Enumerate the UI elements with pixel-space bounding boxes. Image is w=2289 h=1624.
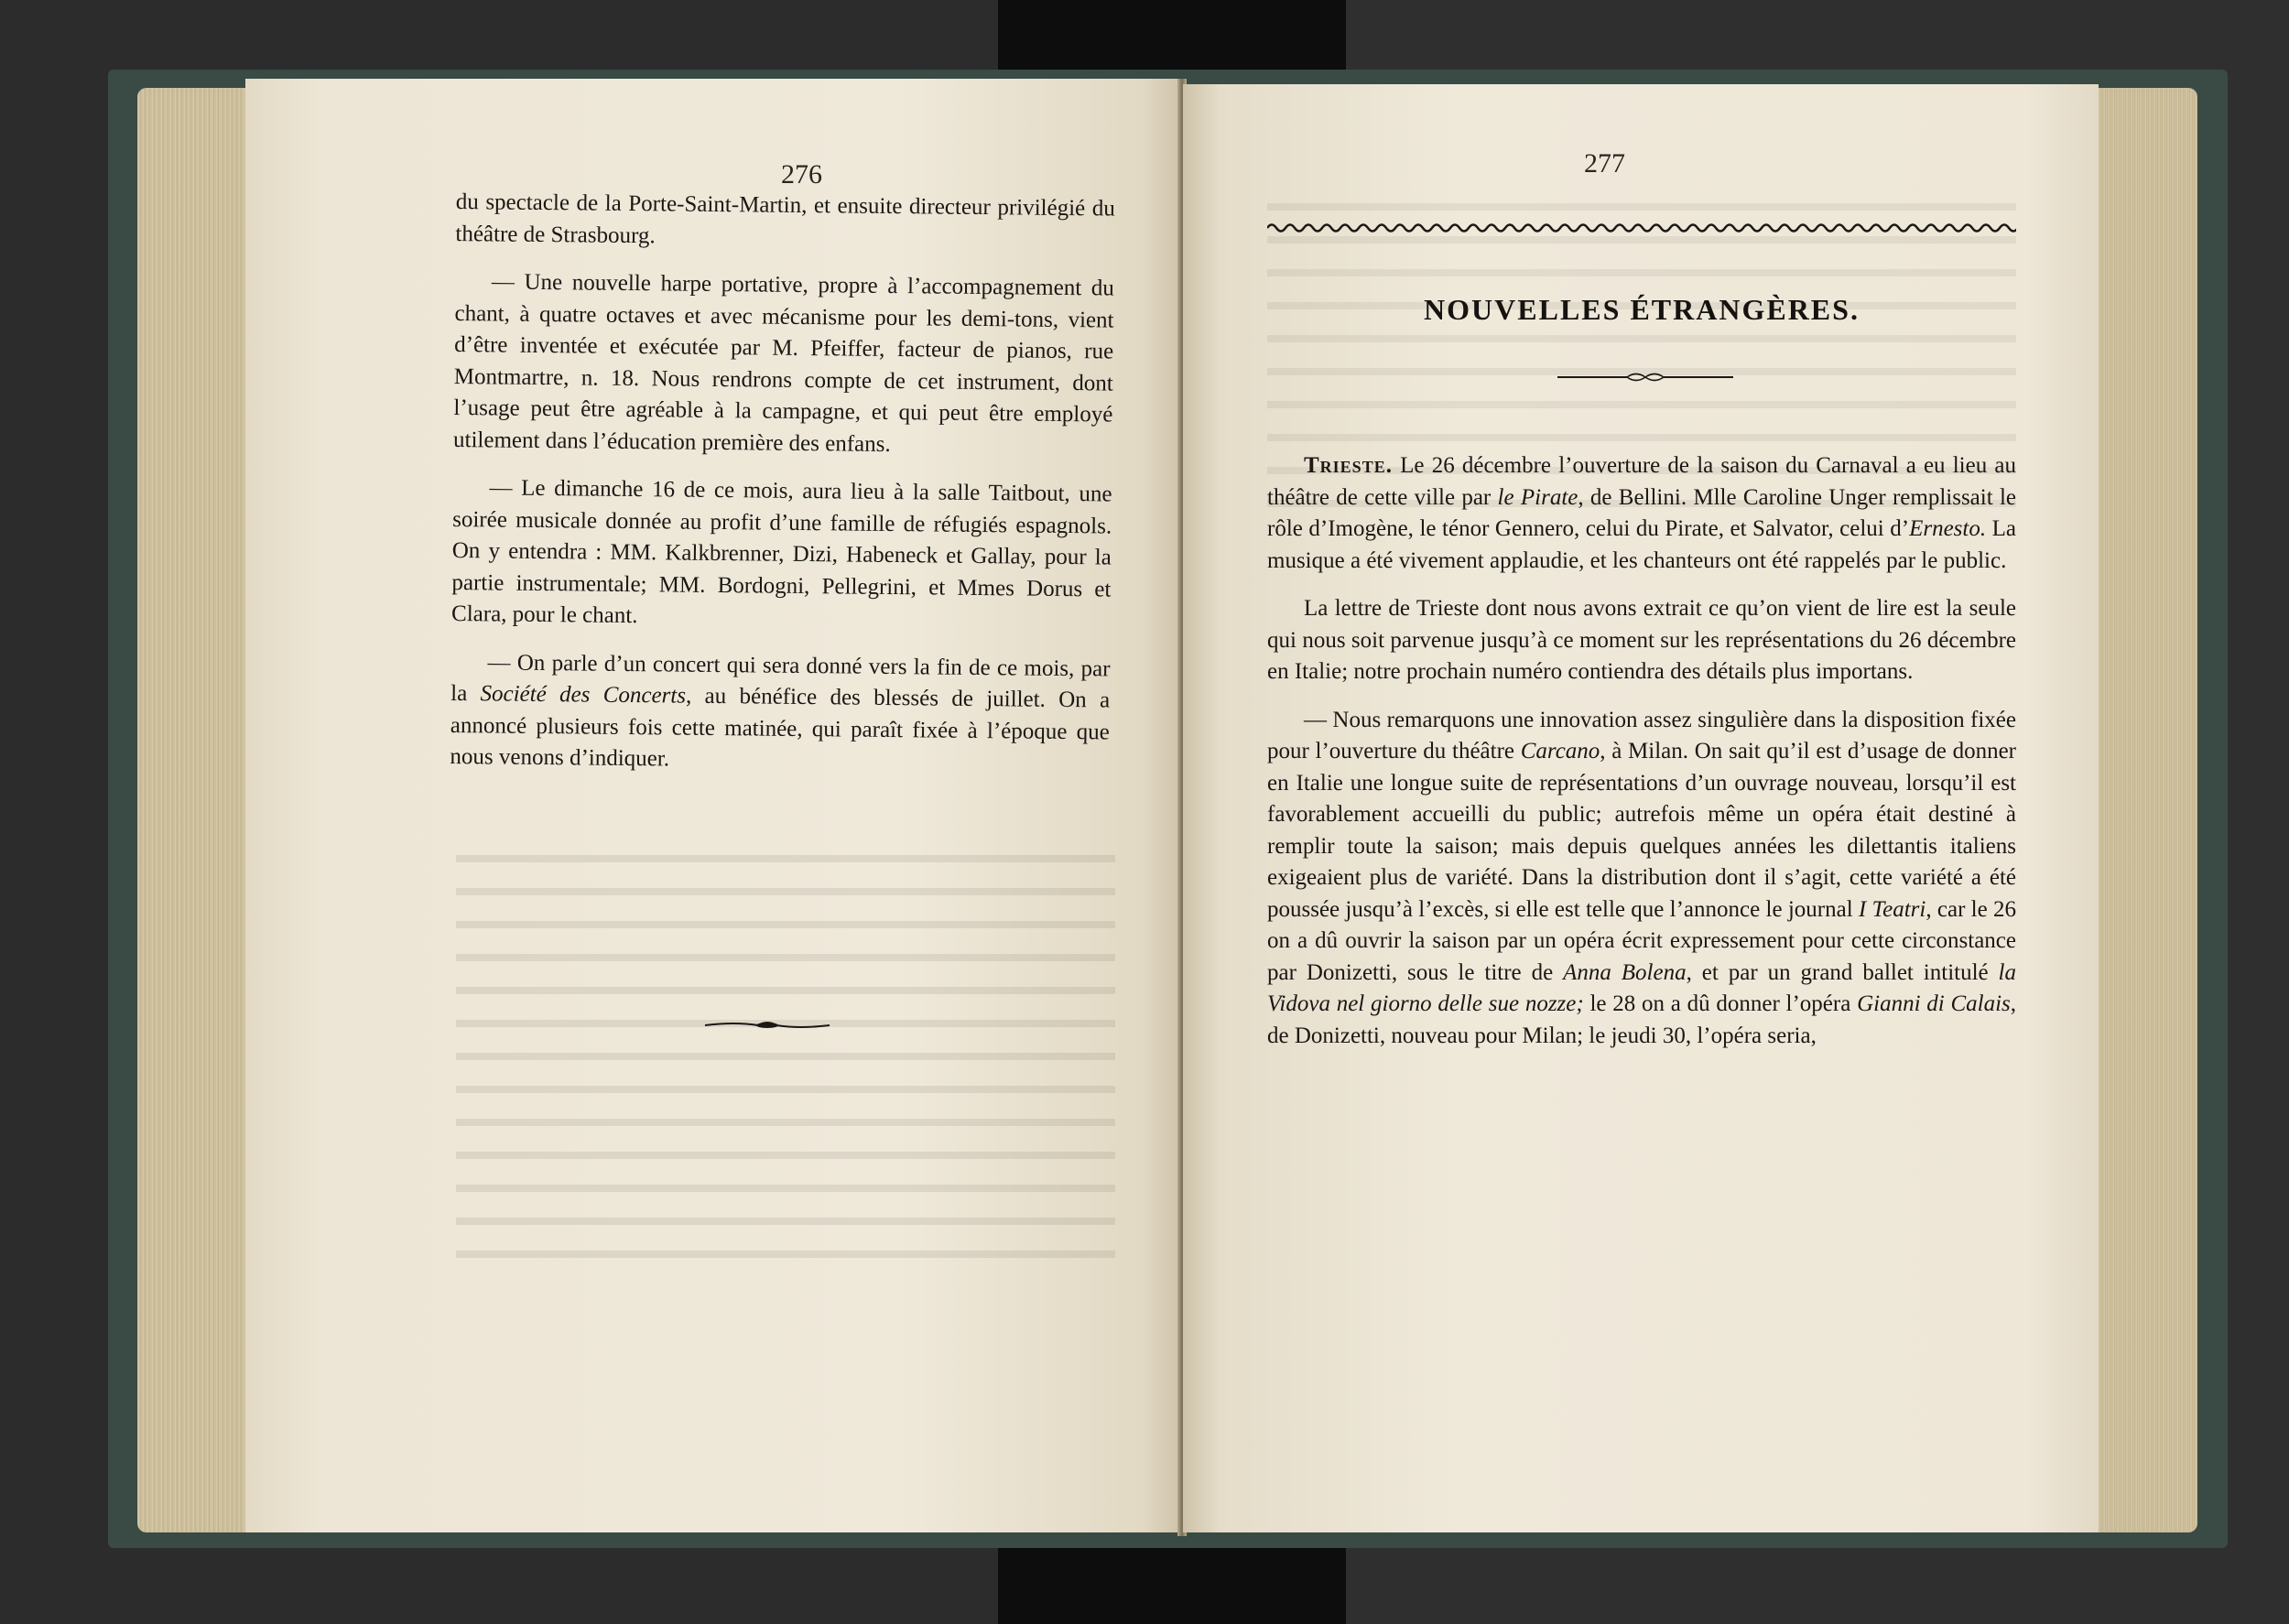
place-lead: Trieste. [1304,453,1393,478]
italic-title: Gianni di Calais [1857,991,2011,1016]
paragraph: — Le dimanche 16 de ce mois, aura lieu à la salle Taitbout, une soirée musicale donnée au profit d’une famille de réfugiés espagnols. On y entendra : MM. Kalkbrenner, Dizi, Habeneck et Gallay, pour la partie instrumentale; MM. Bordogni, Pellegrini, et Mmes Dorus et Clara, pour le chant. [450,475,1112,629]
paragraph: — Une nouvelle harpe portative, propre à l’accompagnement du chant, à quatre octaves et avec mécanisme pour les demi-tons, vient d’être inventée et exécutée par M. Pfeiffer, facteur de pianos, rue Montmartre, n. 18. Nous rendrons compte de cet instrument, dont l’usage peut être agréable à la campagne, et qui peut être employé utilement dans l’éducation première des enfans. [452,269,1115,457]
paragraph-concert [450,646,1110,780]
wavy-rule-ornament [1267,222,2016,234]
text-run: , de Donizetti, nouveau pour Milan; le jeudi 30, l’opéra seria, [1267,991,2016,1048]
italic-title: la Vidova nel giorno delle sue nozze; [1267,959,2016,1016]
title-ornament [1554,370,1737,384]
page-edges-left [137,88,247,1532]
page-number: 276 [781,159,822,189]
text-run: le 28 on a dû donner l’opéra [1583,991,1858,1016]
left-text-block [450,187,1115,796]
left-page [245,79,1179,1532]
end-ornament [703,1018,831,1033]
paragraph-milan [1267,705,2016,1053]
right-page [1183,84,2099,1532]
italic-title: Ernesto. [1909,516,1987,541]
italic-title: le Pirate [1497,484,1578,510]
paragraph-trieste [1267,450,2016,577]
paragraph: La lettre de Trieste dont nous avons extrait ce qu’on vient de lire est la seule qui nous soit parvenue jusqu’à ce moment sur les représentations du 26 décembre en Italie; notre prochain numéro contiendra des détails plus importans. [1267,596,2016,684]
page-number: 277 [1584,148,1625,179]
show-through-text [456,839,1115,1278]
paragraph: du spectacle de la Porte-Saint-Martin, et ensuite directeur privilégié du théâtre de Strasbourg. [455,189,1115,248]
text-run: La musique a été vivement applaudie, et les chanteurs ont été rappelés par le public. [1267,516,2017,573]
italic-title: I Teatri [1858,896,1926,922]
text-run: , à Milan. On sait qu’il est d’usage de donner en Italie une longue suite de représentations d’un ouvrage nouveau, lorsqu’il est favorablement accueilli du public; autrefois même un opéra était destiné à remplir toute la saison; mais depuis quelques années les dilettantis italiens exigeaient plus de variété. Dans la distribution dont il s’agit, cette variété a été poussée jusqu’à l’excès, si elle est telle que l’annonce le journal [1267,739,2016,922]
text-run: , au bénéfice des blessés de juillet. On a annoncé plusieurs fois cette matinée, qui paraît fixée à l’époque que nous venons d’indiquer. [450,683,1111,772]
italic-title: Société des Concerts [480,681,687,709]
text-run: — Nous remarquons une innovation assez singulière dans la disposition fixée pour l’ouverture du théâtre [1267,707,2016,763]
text-run: , et par un grand ballet intitulé [1686,959,1999,985]
text-run: , de Bellini. Mlle Caroline Unger remplissait le rôle d’Imogène, le ténor Gennero, celui du Pirate, et Salvator, celui d’ [1267,484,2016,541]
text-run: Le 26 décembre l’ouverture de la saison du Carnaval a eu lieu au théâtre de cette ville par [1267,453,2016,510]
section-title: NOUVELLES ÉTRANGÈRES. [1424,293,1860,326]
italic-title: Carcano [1520,739,1600,763]
right-text-block [1267,450,2016,1068]
text-run: , car le 26 on a dû ouvrir la saison par un opéra écrit expressement pour cette circonstance par Donizetti, sous le titre de [1267,896,2017,985]
page-edges-right [2097,88,2197,1532]
italic-title: Anna Bolena [1563,959,1687,985]
text-run: — On parle d’un concert qui sera donné vers la fin de ce mois, par la [450,649,1111,707]
